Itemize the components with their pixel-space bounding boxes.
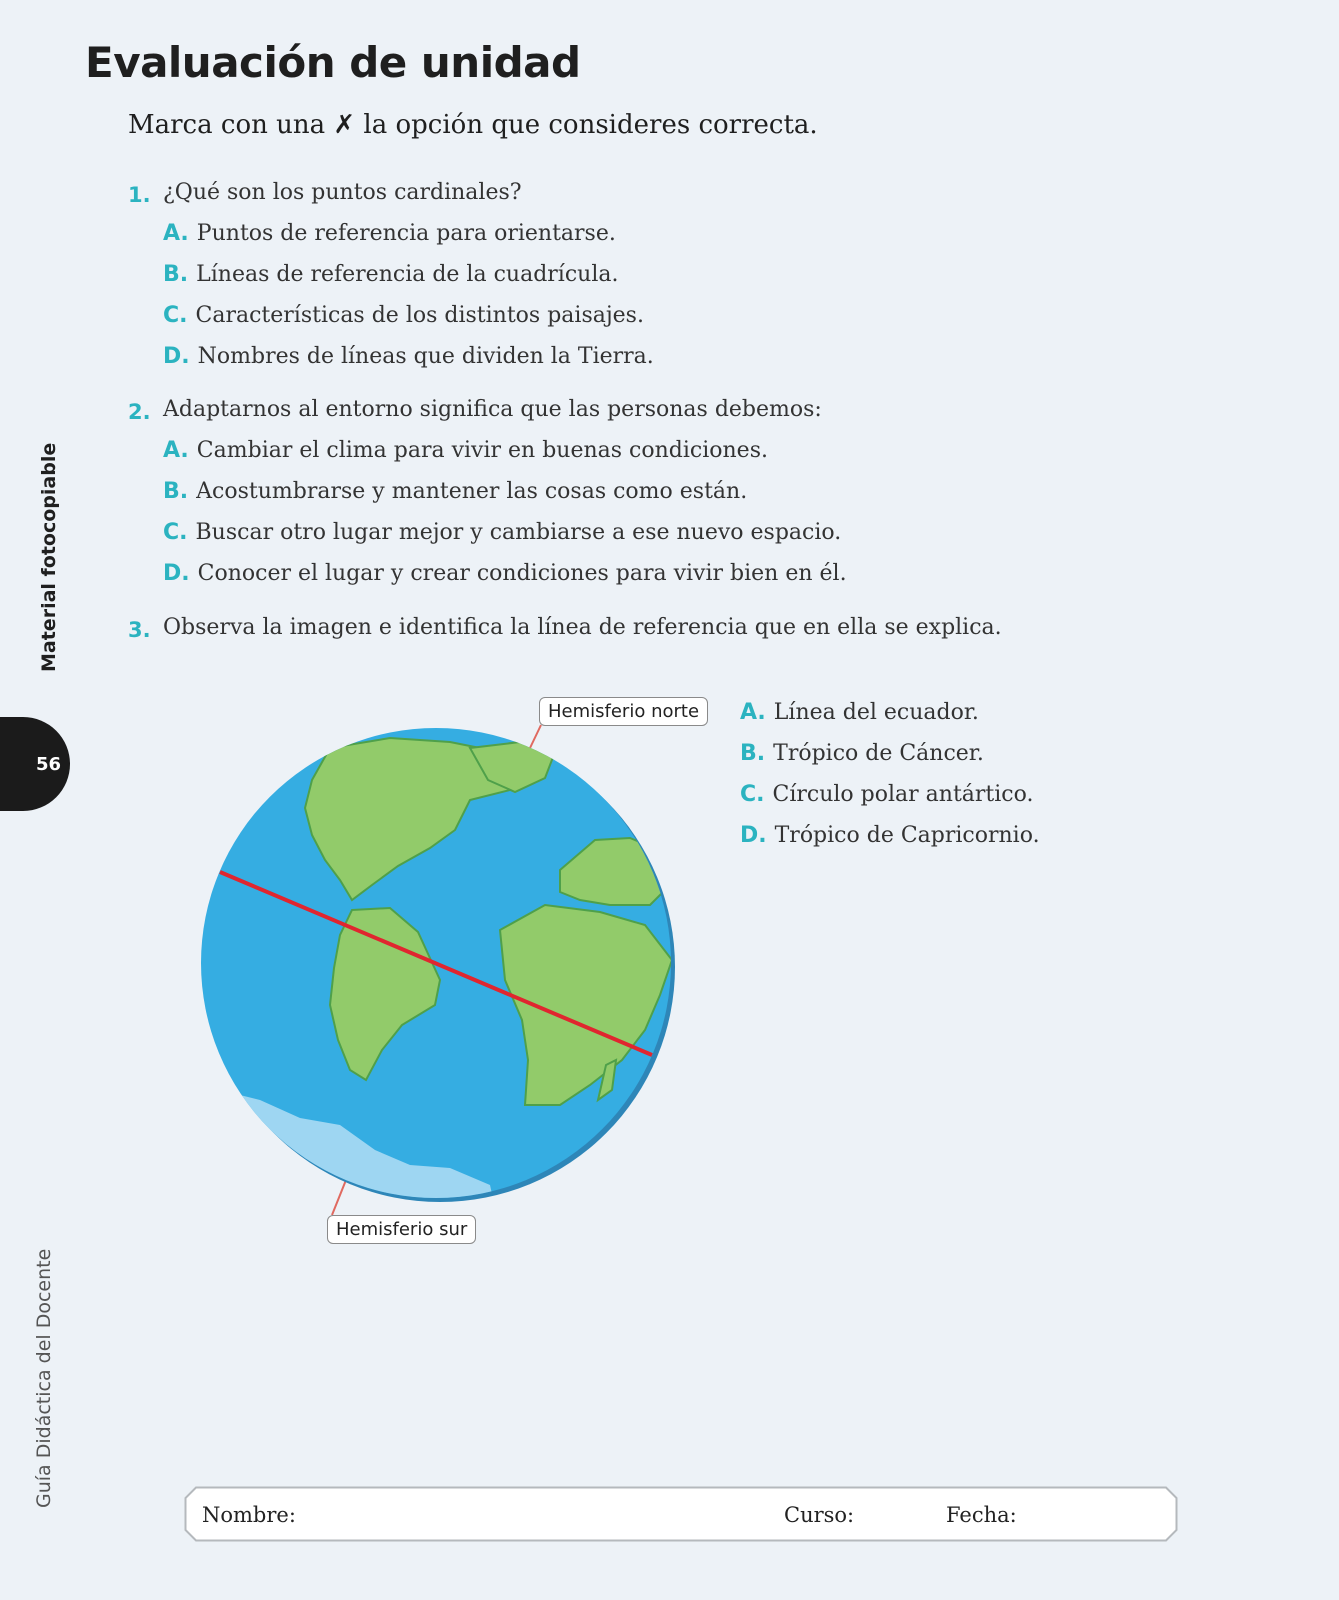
page-number: 56 <box>36 753 62 775</box>
question-3-number: 3. <box>128 618 151 642</box>
option-text: Nombres de líneas que dividen la Tierra. <box>197 344 654 369</box>
name-field-label: Nombre: <box>202 1503 296 1527</box>
instruction-text: Marca con una ✗ la opción que consideres correcta. <box>128 110 818 140</box>
option-text: Trópico de Capricornio. <box>774 823 1040 848</box>
option-text: Acostumbrarse y mantener las cosas como están. <box>196 479 748 504</box>
option-text: Conocer el lugar y crear condiciones para vivir bien en él. <box>197 561 847 586</box>
north-hemisphere-callout: Hemisferio norte <box>539 697 708 726</box>
question-2-text: Adaptarnos al entorno significa que las personas debemos: <box>163 397 822 422</box>
option-text: Líneas de referencia de la cuadrícula. <box>196 262 619 287</box>
option-letter: C. <box>740 782 765 807</box>
option-text: Puntos de referencia para orientarse. <box>196 221 616 246</box>
option-text: Trópico de Cáncer. <box>773 741 984 766</box>
question-3-text: Observa la imagen e identifica la línea de referencia que en ella se explica. <box>163 615 1002 640</box>
option-text: Características de los distintos paisajes. <box>195 303 644 328</box>
south-hemisphere-callout: Hemisferio sur <box>327 1215 476 1244</box>
question-2-number: 2. <box>128 400 151 424</box>
option-letter: D. <box>163 344 190 369</box>
footer-box <box>184 1486 1178 1542</box>
option-text: Línea del ecuador. <box>773 700 979 725</box>
option-text: Cambiar el clima para vivir en buenas condiciones. <box>196 438 768 463</box>
option-letter: D. <box>163 561 190 586</box>
option-letter: A. <box>740 700 766 725</box>
question-1-text: ¿Qué son los puntos cardinales? <box>163 180 522 205</box>
question-1-number: 1. <box>128 183 151 207</box>
material-photocopiable-label: Material fotocopiable <box>38 442 60 672</box>
date-field-label: Fecha: <box>946 1503 1017 1527</box>
page-title: Evaluación de unidad <box>85 38 581 87</box>
option-letter: C. <box>163 303 188 328</box>
option-text: Círculo polar antártico. <box>772 782 1034 807</box>
option-letter: A. <box>163 221 189 246</box>
north-leader-line <box>530 725 541 748</box>
guide-label: Guía Didáctica del Docente <box>33 1248 55 1508</box>
course-field-label: Curso: <box>784 1503 855 1527</box>
option-text: Buscar otro lugar mejor y cambiarse a ese nuevo espacio. <box>195 520 842 545</box>
option-letter: C. <box>163 520 188 545</box>
south-leader-line <box>332 1180 346 1215</box>
option-letter: B. <box>163 262 189 287</box>
option-letter: B. <box>163 479 189 504</box>
option-letter: A. <box>163 438 189 463</box>
option-letter: D. <box>740 823 767 848</box>
option-letter: B. <box>740 741 766 766</box>
